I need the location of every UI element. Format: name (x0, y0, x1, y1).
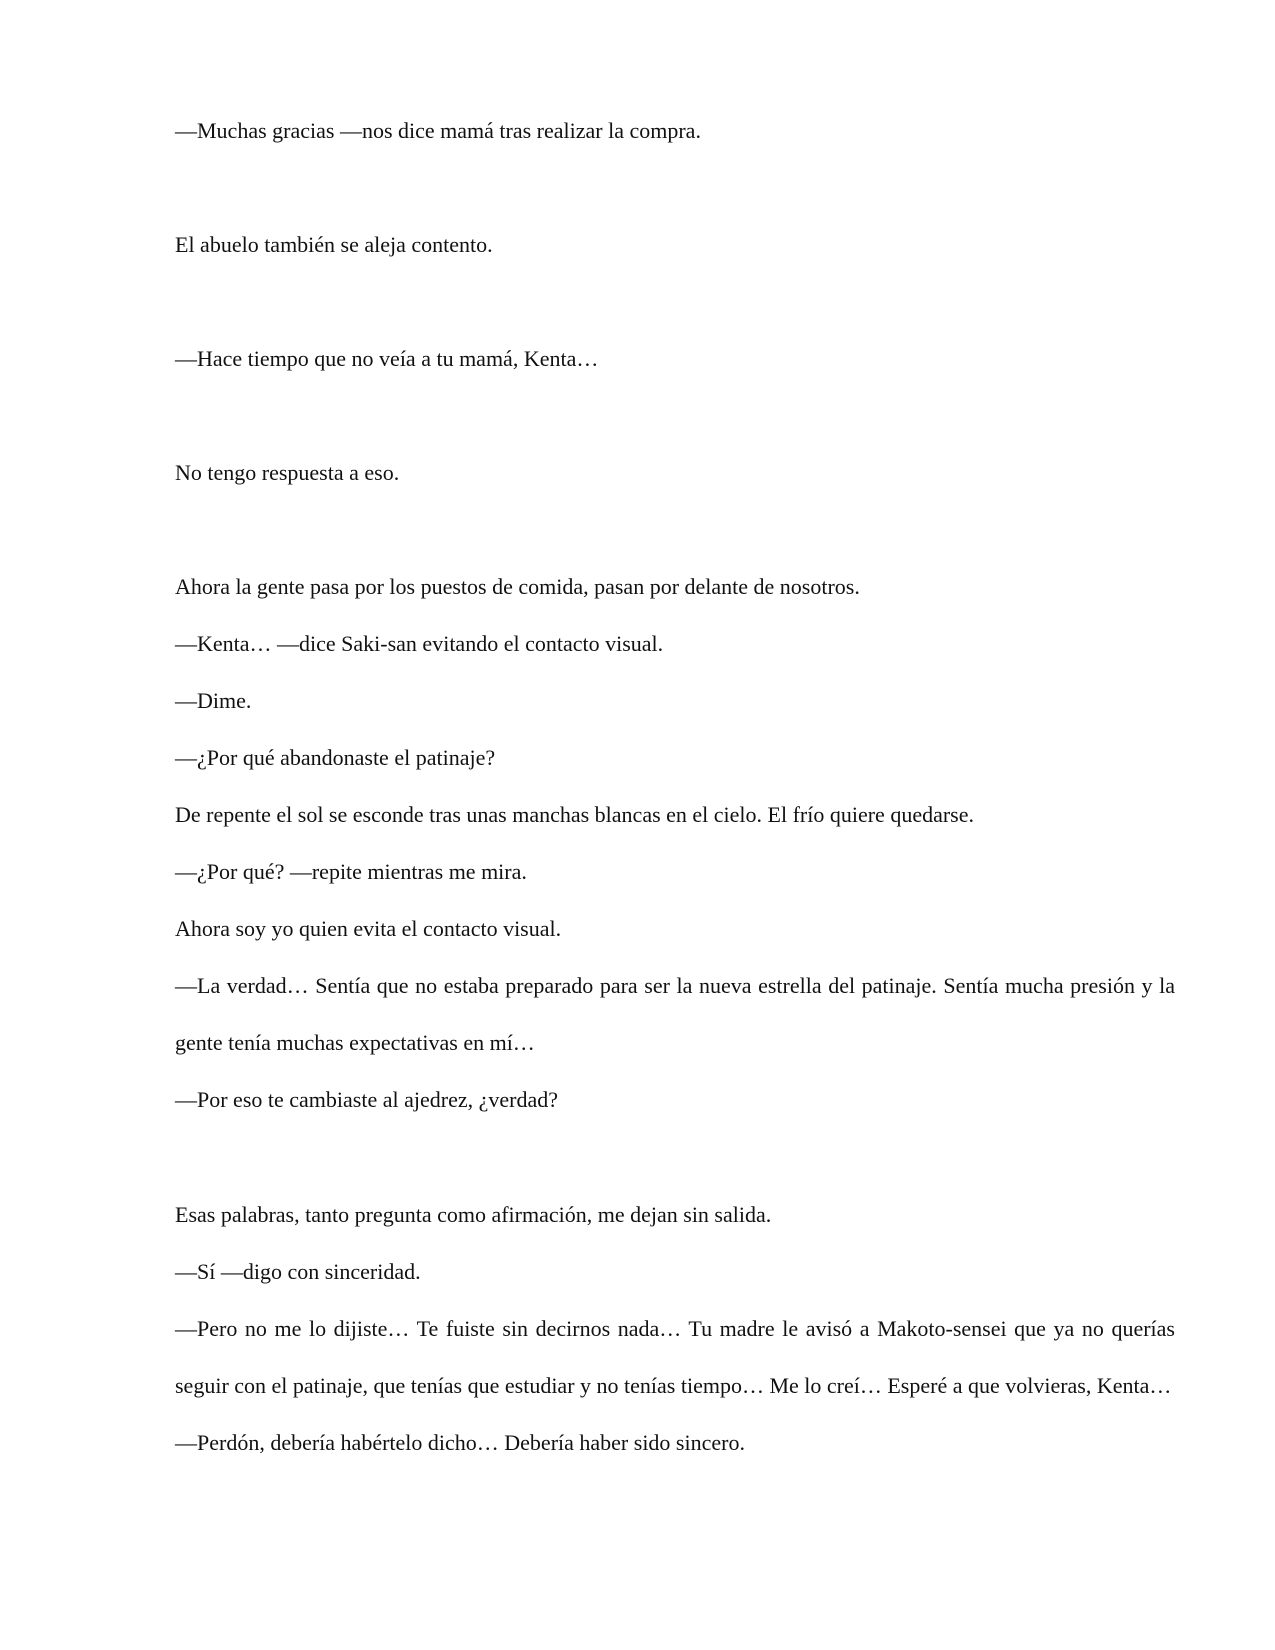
paragraph-7: —Dime. (175, 688, 252, 713)
paragraph-9: De repente el sol se esconde tras unas manchas blancas en el cielo. El frío quiere quedarse. (175, 802, 975, 827)
paragraph-5: Ahora la gente pasa por los puestos de comida, pasan por delante de nosotros. (175, 574, 860, 599)
paragraph-8: —¿Por qué abandonaste el patinaje? (175, 745, 496, 770)
text-block-2 (175, 216, 1175, 273)
text-block-3 (175, 330, 1175, 387)
paragraph-2: El abuelo también se aleja contento. (175, 232, 493, 257)
paragraph-15: —Sí —digo con sinceridad. (175, 1259, 421, 1284)
paragraph-10: —¿Por qué? —repite mientras me mira. (175, 859, 527, 884)
text-block-6 (175, 1186, 1175, 1471)
paragraph-12: —La verdad… Sentía que no estaba preparado para ser la nueva estrella del patinaje. Sentía mucha presión y la gente tenía muchas expectativas en mí… (175, 973, 1175, 1055)
paragraph-14: Esas palabras, tanto pregunta como afirmación, me dejan sin salida. (175, 1202, 772, 1227)
paragraph-13: —Por eso te cambiaste al ajedrez, ¿verdad? (175, 1087, 558, 1112)
paragraph-4: No tengo respuesta a eso. (175, 460, 400, 485)
paragraph-11: Ahora soy yo quien evita el contacto visual. (175, 916, 562, 941)
paragraph-3: —Hace tiempo que no veía a tu mamá, Kenta… (175, 346, 599, 371)
paragraph-17: —Perdón, debería habértelo dicho… Debería haber sido sincero. (175, 1430, 745, 1455)
paragraph-6: —Kenta… —dice Saki-san evitando el contacto visual. (175, 631, 664, 656)
paragraph-16: —Pero no me lo dijiste… Te fuiste sin decirnos nada… Tu madre le avisó a Makoto-sensei que ya no querías seguir con el patinaje, que tenías que estudiar y no tenías tiempo… Me lo creí… Esperé a que volvieras, Kenta… (175, 1316, 1175, 1398)
text-block-4 (175, 444, 1175, 501)
text-block-5 (175, 558, 1175, 1128)
text-block-1 (175, 102, 1175, 159)
paragraph-1: —Muchas gracias —nos dice mamá tras realizar la compra. (175, 118, 701, 143)
